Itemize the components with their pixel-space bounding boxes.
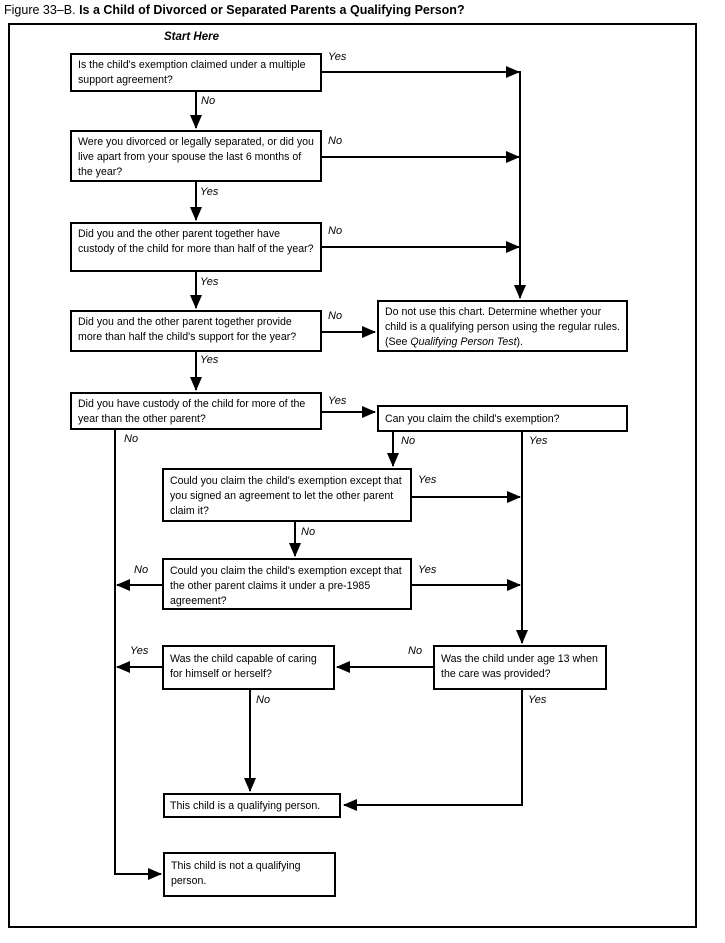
node-can-claim-exemption: Can you claim the child's exemption? xyxy=(377,405,628,432)
node-divorced-or-separated: Were you divorced or legally separated, or did you live apart from your spouse the last 6 months of the year? xyxy=(70,130,322,182)
edge-label-yes: Yes xyxy=(328,395,347,407)
node-multiple-support-agreement: Is the child's exemption claimed under a multiple support agreement? xyxy=(70,53,322,92)
edge-label-no: No xyxy=(328,310,343,322)
node-capable-of-caring: Was the child capable of caring for himself or herself? xyxy=(162,645,335,690)
qualifying-person-test-reference: Qualifying Person Test xyxy=(410,336,517,348)
edge-label-no: No xyxy=(201,95,216,107)
node-not-qualifying-person: This child is not a qualifying person. xyxy=(163,852,336,897)
node-pre-1985-agreement: Could you claim the child's exemption except that the other parent claims it under a pre-1985 agreement? xyxy=(162,558,412,610)
figure-title-text: Is a Child of Divorced or Separated Parents a Qualifying Person? xyxy=(79,3,465,17)
figure-title-prefix: Figure 33–B. xyxy=(4,3,76,17)
edge-label-no: No xyxy=(401,435,416,447)
edge-label-no: No xyxy=(328,225,343,237)
edge-label-yes: Yes xyxy=(200,186,219,198)
edge-label-yes: Yes xyxy=(130,645,149,657)
figure-title xyxy=(4,3,465,17)
node-support-together: Did you and the other parent together provide more than half the child's support for the year? xyxy=(70,310,322,352)
start-here-label: Start Here xyxy=(164,31,219,43)
node-custody-more-of-year: Did you have custody of the child for more of the year than the other parent? xyxy=(70,392,322,430)
edge-label-yes: Yes xyxy=(328,51,347,63)
node-custody-together: Did you and the other parent together have custody of the child for more than half of the year? xyxy=(70,222,322,272)
node-do-not-use-chart xyxy=(377,300,628,352)
node-signed-agreement: Could you claim the child's exemption except that you signed an agreement to let the other parent claim it? xyxy=(162,468,412,522)
edge-label-no: No xyxy=(134,564,149,576)
edge-label-no: No xyxy=(256,694,271,706)
edge-label-yes: Yes xyxy=(528,694,547,706)
do-not-use-text: Do not use this chart. Determine whether your child is a qualifying person using the regular rules. (See xyxy=(385,306,620,348)
edge-label-yes: Yes xyxy=(200,276,219,288)
edge-label-no: No xyxy=(408,645,423,657)
do-not-use-text-end: ). xyxy=(516,336,524,348)
edge-label-yes: Yes xyxy=(418,474,437,486)
edge-label-yes: Yes xyxy=(200,354,219,366)
edge-label-yes: Yes xyxy=(418,564,437,576)
edge-label-no: No xyxy=(301,526,316,538)
node-under-age-13: Was the child under age 13 when the care was provided? xyxy=(433,645,607,690)
edge-label-no: No xyxy=(124,433,139,445)
edge-label-yes: Yes xyxy=(529,435,548,447)
edge-label-no: No xyxy=(328,135,343,147)
node-qualifying-person: This child is a qualifying person. xyxy=(163,793,341,818)
